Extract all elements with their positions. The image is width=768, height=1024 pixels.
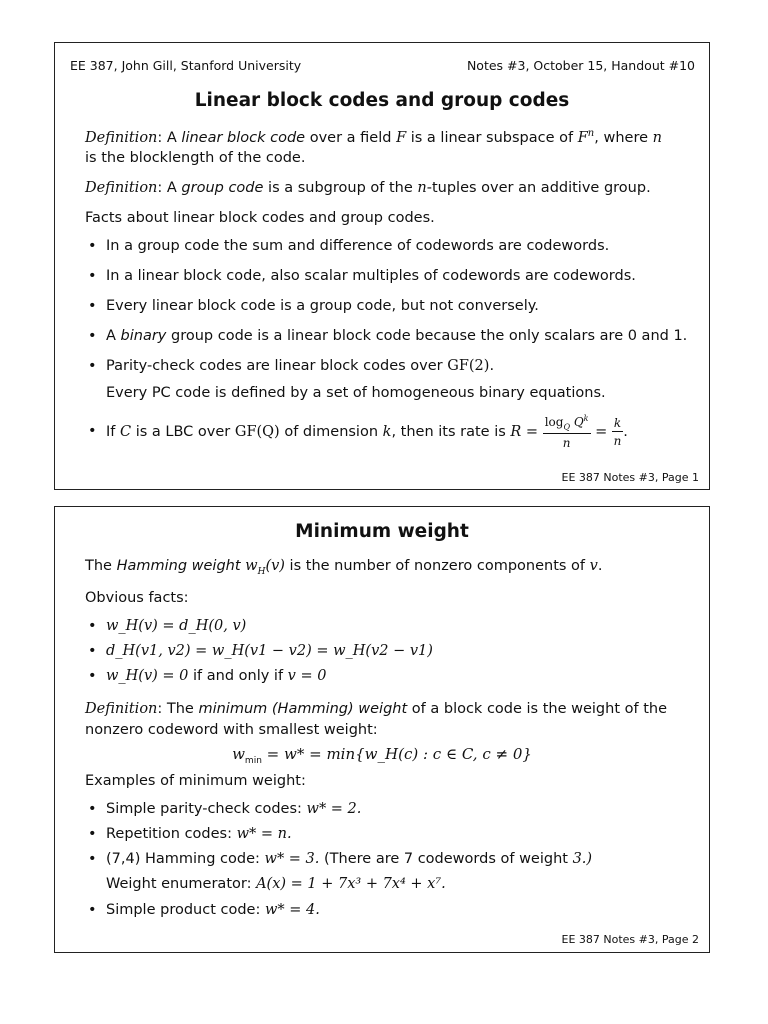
list-item: (7,4) Hamming code: w* = 3. (There are 7 codewords of weight 3.) xyxy=(106,851,593,867)
slide-title: Minimum weight xyxy=(295,521,469,542)
k-over-n-fraction: $\frac{k}{n}$ xyxy=(613,416,622,448)
bullet-icon: • xyxy=(88,358,97,374)
list-item: Repetition codes: w* = n. xyxy=(106,826,292,842)
list-item-parity-check: Parity-check codes are linear block codes over GF(2). xyxy=(106,358,495,374)
definition-continuation: nonzero codeword with smallest weight: xyxy=(85,722,378,738)
page-footer: EE 387 Notes #3, Page 2 xyxy=(561,933,699,946)
list-item: Simple product code: w* = 4. xyxy=(106,902,320,918)
bullet-icon: • xyxy=(88,851,97,867)
list-item: w_H(v) = 0 if and only if v = 0 xyxy=(106,668,327,684)
bullet-icon: • xyxy=(88,238,97,254)
bullet-icon: • xyxy=(88,902,97,918)
page-footer: EE 387 Notes #3, Page 1 xyxy=(561,471,699,484)
list-item: Every linear block code is a group code, but not conversely. xyxy=(106,298,539,314)
bullet-icon: • xyxy=(88,668,97,684)
rate-fraction: $\frac{\log_Q Q^k}{n}$ xyxy=(544,413,589,451)
header-left: EE 387, John Gill, Stanford University xyxy=(70,58,302,73)
bullet-icon: • xyxy=(88,801,97,817)
definition-linear-block-code: Definition: A linear block code over a field F is a linear subspace of $F^n$, where n xyxy=(85,128,662,146)
list-item: In a group code the sum and difference of codewords are codewords. xyxy=(106,238,610,254)
list-item: d_H(v1, v2) = w_H(v1 − v2) = w_H(v2 − v1) xyxy=(106,643,433,659)
bullet-icon: • xyxy=(88,826,97,842)
bullet-icon: • xyxy=(88,268,97,284)
obvious-facts-heading: Obvious facts: xyxy=(85,590,189,606)
bullet-icon: • xyxy=(88,618,97,634)
definition-continuation: is the blocklength of the code. xyxy=(85,150,306,166)
slide-page-2 xyxy=(54,506,710,953)
minimum-weight-equation: $w_{min} = w*$ = min{w_H(c) : c ∈ C, c ≠ 0} xyxy=(232,745,532,766)
bullet-icon: • xyxy=(88,298,97,314)
facts-intro: Facts about linear block codes and group codes. xyxy=(85,210,435,226)
list-item-binary: A binary group code is a linear block code because the only scalars are 0 and 1. xyxy=(106,328,688,344)
hamming-weight-definition: The Hamming weight $w_H(v)$ is the number of nonzero components of v. xyxy=(85,558,603,577)
list-item: In a linear block code, also scalar multiples of codewords are codewords. xyxy=(106,268,636,284)
bullet-icon: • xyxy=(88,328,97,344)
definition-group-code: Definition: A group code is a subgroup of the n-tuples over an additive group. xyxy=(85,180,651,196)
header-right: Notes #3, October 15, Handout #10 xyxy=(466,58,695,73)
list-item: w_H(v) = d_H(0, v) xyxy=(106,618,247,634)
bullet-icon: • xyxy=(88,423,97,439)
list-item: Simple parity-check codes: w* = 2. xyxy=(106,801,362,817)
examples-heading: Examples of minimum weight: xyxy=(85,773,306,789)
minimum-weight-definition: Definition: The minimum (Hamming) weight of a block code is the weight of the xyxy=(85,701,667,717)
slide-title: Linear block codes and group codes xyxy=(194,90,570,111)
list-item-rate: If C is a LBC over GF(Q) of dimension k, then its rate is R = $\frac{\log_Q Q^k}{n}$ = $\frac{k}{n}$ . xyxy=(106,413,628,451)
list-item-continuation: Weight enumerator: A(x) = 1 + 7x³ + 7x⁴ + x⁷. xyxy=(106,876,446,892)
list-item-continuation: Every PC code is defined by a set of homogeneous binary equations. xyxy=(106,385,606,401)
slide-page-1 xyxy=(54,42,710,490)
bullet-icon: • xyxy=(88,643,97,659)
